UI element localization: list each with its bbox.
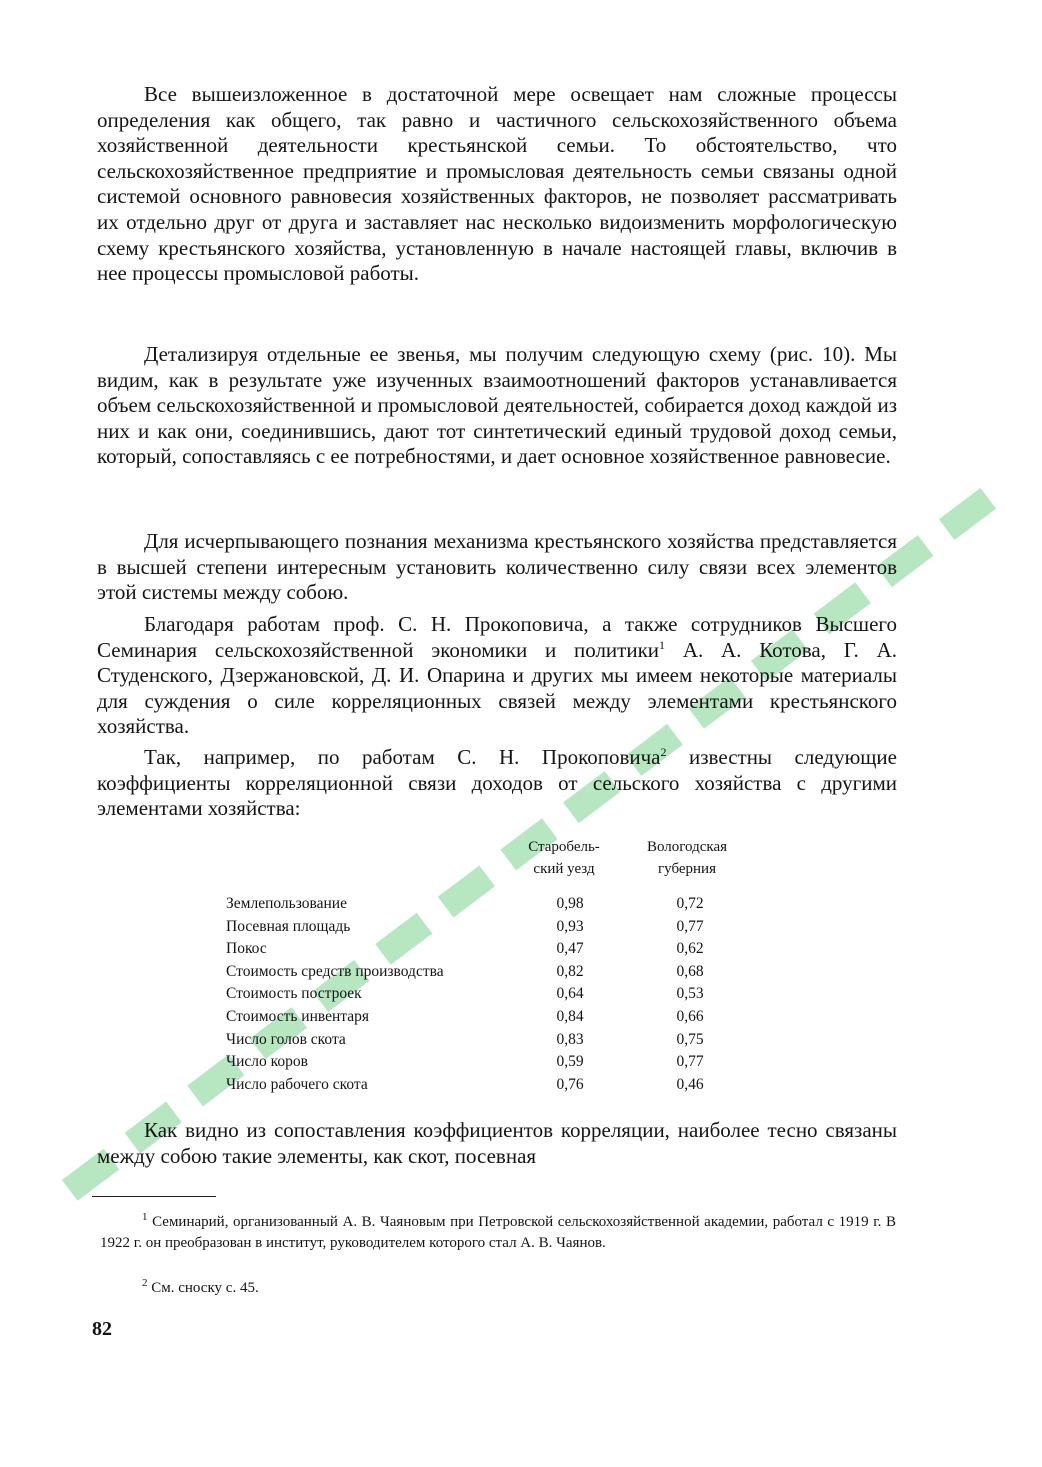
table-row bbox=[226, 938, 766, 961]
column-header-vologda bbox=[622, 836, 752, 880]
table-row bbox=[226, 893, 766, 916]
paragraph-6: Как видно из сопоставления коэффициентов корреляции, наиболее тесно связаны между собою такие элементы, как скот, посевная bbox=[97, 1118, 897, 1168]
table-row bbox=[226, 1074, 766, 1097]
table-row bbox=[226, 1006, 766, 1029]
paragraph-4-text-a: Благодаря работам проф. С. Н. Прокоповича, а также сотрудников Высшего Семинария сельскохозяйственной экономики и политики bbox=[97, 612, 897, 662]
row-label: Стоимость средств производства bbox=[226, 962, 444, 980]
row-value-starobelsk: 0,83 bbox=[556, 1030, 584, 1048]
paragraph-3: Для исчерпывающего познания механизма крестьянского хозяйства представляется в высшей степени интересным установить количественно силу связи всех элементов этой системы между собою. bbox=[97, 529, 897, 605]
column-header-starobelsk bbox=[508, 836, 620, 880]
row-value-vologda: 0,77 bbox=[676, 1053, 704, 1071]
paragraph-5 bbox=[97, 745, 897, 822]
row-value-starobelsk: 0,47 bbox=[556, 940, 584, 958]
row-label: Покос bbox=[226, 940, 267, 958]
column-header-starobelsk-line-2: ский уезд bbox=[533, 861, 595, 877]
row-value-vologda: 0,46 bbox=[676, 1075, 704, 1093]
paragraph-2: Детализируя отдельные ее звенья, мы получим следующую схему (рис. 10). Мы видим, как в результате уже изученных взаимоотношений факторов устанавливается объем сельскохозяйственной и промысловой деятельностей, собирается доход каждой из них и как они, соединившись, дают тот синтетический единый трудовой доход семьи, который, сопоставляясь с ее потребностями, и дает основное хозяйственное равновесие. bbox=[97, 342, 897, 469]
footnote-1-text: Семинарий, организованный А. В. Чаяновым при Петровской сельскохозяйственной академии, работал с 1919 г. В 1922 г. он преобразован в институт, руководителем которого стал А. В. Чаянов. bbox=[100, 1214, 897, 1251]
paragraph-4 bbox=[97, 612, 897, 740]
row-value-starobelsk: 0,93 bbox=[556, 917, 584, 935]
paragraph-1: Все вышеизложенное в достаточной мере освещает нам сложные процессы определения как общего, так равно и частичного сельскохозяйственного объема хозяйственной деятельности крестьянской семьи. То обстоятельство, что сельскохозяйственное предприятие и промысловая деятельность семьи связаны одной системой основного равновесия хозяйственных факторов, не позволяет рассматривать их отдельно друг от друга и заставляет нас несколько видоизменить морфологическую схему крестьянского хозяйства, установленную в начале настоящей главы, включив в нее процессы промысловой работы. bbox=[97, 82, 897, 286]
row-value-starobelsk: 0,82 bbox=[556, 962, 584, 980]
row-value-starobelsk: 0,59 bbox=[556, 1053, 584, 1071]
table-row bbox=[226, 916, 766, 939]
column-header-vologda-line-1: Вологодская bbox=[646, 839, 728, 855]
row-value-starobelsk: 0,76 bbox=[556, 1075, 584, 1093]
row-label: Число рабочего скота bbox=[226, 1075, 368, 1093]
column-header-starobelsk-line-1: Старобель- bbox=[528, 839, 600, 855]
row-label: Число коров bbox=[226, 1053, 308, 1071]
row-value-vologda: 0,66 bbox=[676, 1008, 704, 1025]
footnote-1-mark: 1 bbox=[142, 1211, 148, 1223]
row-value-starobelsk: 0,84 bbox=[556, 1008, 584, 1025]
row-value-vologda: 0,62 bbox=[676, 940, 704, 958]
column-header-vologda-line-2: губерния bbox=[657, 861, 716, 877]
paragraph-4-text-b: А. А. Котова, Г. А. Студенского, Дзержановской, Д. И. Опарина и других мы имеем некоторые материалы для суждения о силе корреляционных связей между элементами крестьянского хозяйства. bbox=[97, 637, 897, 739]
paragraph-5-text-a: Так, например, по работам С. Н. Прокоповича bbox=[144, 745, 661, 769]
row-label: Посевная площадь bbox=[226, 917, 351, 935]
footnote-ref-1: 1 bbox=[659, 637, 666, 652]
row-value-vologda: 0,68 bbox=[676, 962, 704, 980]
footnote-1 bbox=[100, 1212, 896, 1254]
table-row bbox=[226, 983, 766, 1006]
row-label: Число голов скота bbox=[226, 1030, 346, 1048]
row-value-starobelsk: 0,98 bbox=[556, 895, 584, 912]
footnote-2 bbox=[100, 1278, 896, 1299]
row-label: Стоимость построек bbox=[226, 985, 362, 1003]
row-label: Землепользование bbox=[226, 895, 347, 912]
table-row bbox=[226, 961, 766, 984]
table-row bbox=[226, 1051, 766, 1074]
row-value-vologda: 0,77 bbox=[676, 917, 704, 935]
footnote-divider bbox=[92, 1196, 216, 1197]
table-row bbox=[226, 1029, 766, 1052]
row-value-vologda: 0,72 bbox=[676, 895, 704, 912]
page-number: 82 bbox=[92, 1318, 112, 1340]
row-value-vologda: 0,75 bbox=[676, 1030, 704, 1048]
footnote-ref-2: 2 bbox=[660, 745, 667, 759]
footnote-2-text: См. сноску с. 45. bbox=[151, 1280, 259, 1296]
row-value-vologda: 0,53 bbox=[676, 985, 704, 1003]
row-label: Стоимость инвентаря bbox=[226, 1008, 370, 1025]
paragraph-5-text-b: известны следующие коэффициенты корреляционной связи доходов от сельского хозяйства с другими элементами хозяйства: bbox=[97, 745, 897, 821]
footnote-2-mark: 2 bbox=[142, 1277, 148, 1289]
row-value-starobelsk: 0,64 bbox=[556, 985, 584, 1003]
